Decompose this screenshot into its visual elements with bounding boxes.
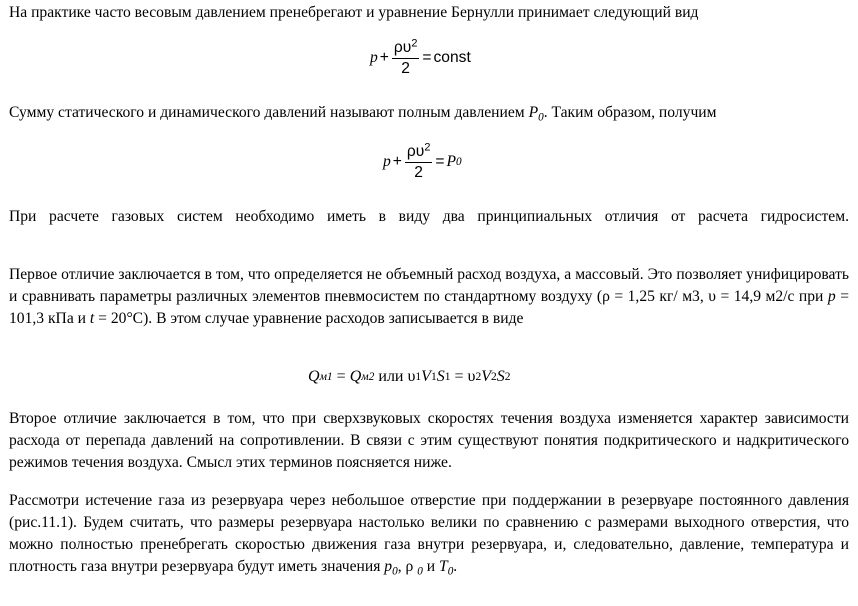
formula3-v1: V	[421, 368, 431, 385]
total-pressure-sub: 0	[538, 111, 544, 124]
formula3-u1: υ	[407, 368, 416, 385]
formula1-rhs: const	[433, 49, 471, 67]
total-pressure-symbol: P	[528, 104, 539, 121]
flow-rate-equation: Q м1 = Q м2 или υ 1 V 1 S 1 = υ 2 V 2 S 2	[308, 368, 511, 385]
paragraph-first-difference-text: Первое отличие заключается в том, что определяется не объемный расход воздуха, а массовый. Это позволяет унифицировать и сравнивать параметры различных элементов пневмосистем по стандартному воздуху (ρ = 1,25 кг/ м3, υ = 14,9 м2/с при	[9, 266, 849, 305]
formula1-equals: =	[422, 49, 432, 67]
reservoir-and-word: и	[426, 558, 436, 575]
paragraph-first-difference-tail: = 20°C). В этом случае уравнение расходов записывается в виде	[98, 310, 524, 327]
reservoir-density-symbol: ρ	[405, 558, 414, 575]
paragraph-second-difference	[9, 408, 849, 474]
paragraph-total-pressure	[9, 102, 849, 124]
standard-pressure-symbol: p	[827, 288, 836, 305]
reservoir-temperature-symbol: T	[439, 558, 448, 575]
formula1-numerator: ρυ	[393, 39, 412, 56]
formula3-v2: V	[481, 368, 491, 385]
paragraph-reservoir-outflow-text: Рассмотри истечение газа из резервуара через небольшое отверстие при поддержании в резервуаре постоянного давления (рис.11.1). Будем считать, что размеры резервуара настолько велики по сравнению с размерами выходного отверстия, что можно полностью пренебрегать скоростью движения газа внутри резервуара, и, следовательно, давление, температура и плотность газа внутри резервуара будут иметь значения	[9, 492, 849, 575]
bernoulli-formula-total: p + $\frac{\rho\upsilon^2}{2}$ = P 0	[383, 141, 462, 181]
formula3-q2: Q	[349, 368, 362, 385]
bernoulli-formula-const	[370, 37, 471, 77]
paragraph-total-pressure-text: Сумму статического и динамического давлений называют полным давлением	[9, 104, 525, 121]
reservoir-period: .	[453, 558, 458, 575]
paragraph-reservoir-outflow	[9, 490, 849, 578]
formula2-lhs: p	[383, 153, 391, 171]
reservoir-pressure-sub: 0	[392, 565, 398, 578]
paragraph-gas-systems-text: При расчете газовых систем необходимо иметь в виду два принципиальных отличия от расчета гидросистем.	[9, 208, 849, 225]
paragraph-gas-systems	[9, 206, 849, 228]
formula2-rhs: P	[446, 153, 457, 171]
formula1-fraction	[392, 37, 419, 77]
reservoir-temperature-sub: 0	[447, 565, 454, 578]
formula3-s2: S	[496, 368, 505, 385]
standard-temperature-symbol: t	[89, 310, 95, 327]
formula3-equals-2: =	[454, 368, 464, 385]
formula2-plus: +	[392, 153, 402, 171]
reservoir-density-sub: 0	[417, 565, 423, 578]
formula2-equals: =	[435, 153, 445, 171]
formula2-numerator: ρυ	[406, 143, 425, 160]
paragraph-first-difference-mid: = 101,3 кПа и	[9, 288, 849, 327]
formula2-fraction	[405, 141, 432, 181]
paragraph-intro	[9, 2, 849, 24]
formula3-q1: Q	[308, 368, 320, 385]
paragraph-second-difference-text: Второе отличие заключается в том, что при сверхзвуковых скоростях течения воздуха изменяется характер зависимости расхода от перепада давлений на сопротивлении. В связи с этим существуют понятия подкритического и надкритического режимов течения воздуха. Смысл этих терминов поясняется ниже.	[9, 410, 849, 471]
formula1-plus: +	[379, 49, 389, 67]
formula3-or-word: или	[378, 368, 404, 385]
formula3-s1: S	[436, 368, 445, 385]
paragraph-first-difference	[9, 264, 849, 330]
formula1-denominator: 2	[401, 59, 410, 77]
paragraph-intro-text: На практике часто весовым давлением пренебрегают и уравнение Бернулли принимает следующий вид	[9, 4, 699, 21]
formula1-lhs: p	[370, 49, 378, 67]
formula2-denominator: 2	[414, 163, 423, 181]
reservoir-pressure-symbol: p	[384, 558, 393, 575]
formula2-numerator-sup: 2	[424, 141, 431, 154]
formula3-equals-1: =	[336, 368, 346, 385]
formula1-numerator-sup: 2	[411, 37, 418, 50]
paragraph-total-pressure-tail: . Таким образом, получим	[543, 104, 717, 121]
reservoir-comma: ,	[397, 558, 402, 575]
formula3-u2: υ	[467, 368, 476, 385]
